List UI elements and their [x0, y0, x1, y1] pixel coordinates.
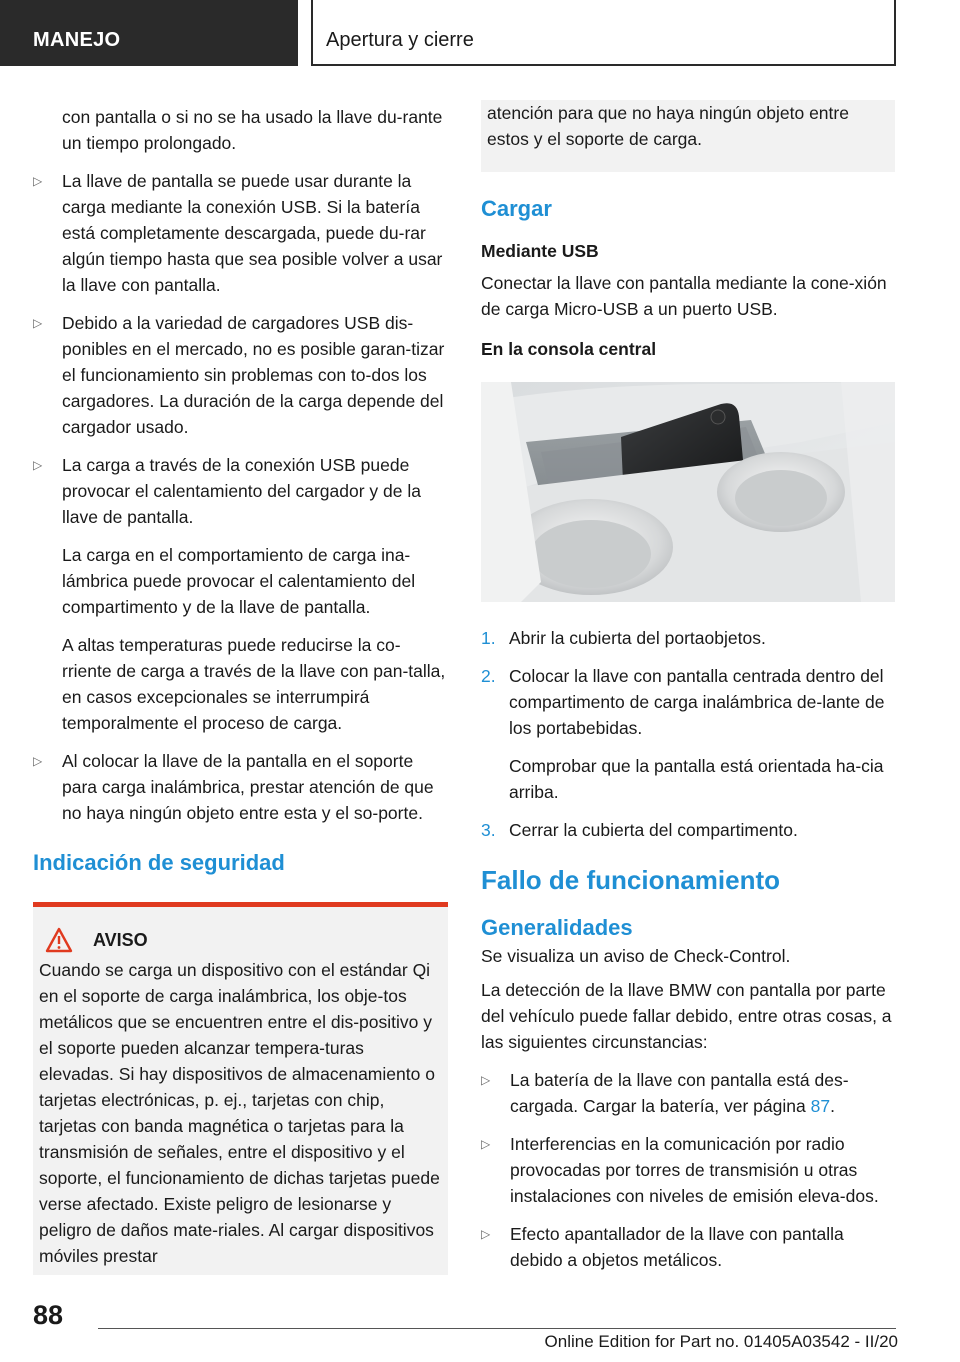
- warning-box: [33, 902, 448, 1275]
- list-item-text: Debido a la variedad de cargadores USB dis-ponibles en el mercado, no es posible garan-tizar el funcionamiento sin problemas con to-dos los cargadores. La duración de la carga depende del cargador usado.: [62, 313, 445, 437]
- list-item: [481, 1067, 895, 1119]
- intro-continuation: con pantalla o si no se ha usado la llave du-rante un tiempo prolongado.: [62, 107, 443, 153]
- fallo-heading: Fallo de funcionamiento: [481, 865, 781, 895]
- list-item: [481, 625, 895, 651]
- list-item-text: La carga a través de la conexión USB puede provocar el calentamiento del cargador y de la llave de pantalla.: [62, 455, 421, 527]
- step-text: Colocar la llave con pantalla centrada dentro del compartimento de carga inalámbrica de-lante de los portabebidas.: [509, 666, 885, 738]
- step-text: Comprobar que la pantalla está orientada ha-cia arriba.: [509, 756, 884, 802]
- footer-divider: [98, 1328, 896, 1329]
- bullet-triangle-icon: ▷: [481, 1073, 491, 1087]
- warning-box-continuation: [481, 100, 895, 172]
- causes-list: [481, 1067, 895, 1273]
- safety-heading: Indicación de seguridad: [33, 850, 285, 875]
- bullet-triangle-icon: ▷: [33, 458, 43, 472]
- generalidades-heading: Generalidades: [481, 915, 633, 940]
- left-column: [33, 104, 448, 1275]
- step-number: 2.: [481, 666, 496, 686]
- console-subheading: En la consola central: [481, 339, 657, 359]
- list-item: [33, 748, 448, 826]
- step-text: Cerrar la cubierta del compartimento.: [509, 820, 798, 840]
- page-87-link[interactable]: 87: [810, 1096, 831, 1116]
- right-column: [481, 104, 895, 1285]
- list-item-text: Al colocar la llave de la pantalla en el soporte para carga inalámbrica, prestar atención de que no haya ningún objeto entre esta y el so-porte.: [62, 751, 434, 823]
- usb-subheading: Mediante USB: [481, 241, 599, 261]
- list-item-text: Efecto apantallador de la llave con pantalla debido a objetos metálicos.: [510, 1224, 844, 1270]
- generalidades-text-2: La detección de la llave BMW con pantalla por parte del vehículo puede fallar debido, entre otras cosas, a las siguientes circunstancias:: [481, 980, 892, 1052]
- bullet-triangle-icon: ▷: [33, 174, 43, 188]
- list-item-text: La carga en el comportamiento de carga ina-lámbrica puede provocar el calentamiento del compartimento y de la llave de pantalla.: [62, 545, 416, 617]
- warning-triangle-icon: [45, 927, 73, 953]
- warning-title-row: [39, 927, 442, 953]
- header-topic-tab: [311, 0, 896, 66]
- cargar-heading: Cargar: [481, 196, 552, 221]
- header-section-label: MANEJO: [33, 29, 121, 51]
- list-item-text: A altas temperaturas puede reducirse la co-rriente de carga a través de la llave con pan-talla, en casos excepcionales se interrumpirá temporalmente el proceso de carga.: [62, 635, 446, 733]
- warning-title: AVISO: [93, 929, 148, 950]
- header-topic-label: Apertura y cierre: [326, 29, 474, 51]
- generalidades-text-1: Se visualiza un aviso de Check-Control.: [481, 946, 791, 966]
- list-item-text-part: La batería de la llave con pantalla está des-cargada. Cargar la batería, ver página: [510, 1070, 849, 1116]
- bullet-triangle-icon: ▷: [481, 1137, 491, 1151]
- step-text: Abrir la cubierta del portaobjetos.: [509, 628, 766, 648]
- list-item: [33, 452, 448, 736]
- warning-continuation-text: atención para que no haya ningún objeto entre estos y el soporte de carga.: [487, 103, 849, 149]
- list-item-text-end: .: [830, 1096, 835, 1116]
- footer-edition-text: Online Edition for Part no. 01405A03542 - II/20: [544, 1332, 898, 1351]
- warning-text: Cuando se carga un dispositivo con el estándar Qi en el soporte de carga inalámbrica, los obje-tos metálicos que se encuentren entre el dis-positivo y el soporte pueden alcanzar tempera-turas elevadas. Si hay dispositivos de almacenamiento o tarjetas electrónicas, p. ej., tarjetas con chip, tarjetas con banda magnética o tarjetas para la transmisión de señales, entre el dispositivo y el soporte, el funcionamiento de dichas tarjetas puede verse afectado. Existe peligro de lesionarse y peligro de daños mate-riales. Al cargar dispositivos móviles prestar: [39, 960, 440, 1266]
- usb-text: Conectar la llave con pantalla mediante la cone-xión de carga Micro-USB a un puerto USB.: [481, 273, 887, 319]
- list-item-text: La llave de pantalla se puede usar durante la carga mediante la conexión USB. Si la batería está completamente descargada, puede du-rar algún tiempo hasta que sea posible volver a usar la llave con pantalla.: [62, 171, 443, 295]
- usb-notes-list: [33, 168, 448, 826]
- bullet-triangle-icon: ▷: [33, 754, 43, 768]
- list-item: [481, 1131, 895, 1209]
- list-item: [33, 168, 448, 298]
- bullet-triangle-icon: ▷: [481, 1227, 491, 1241]
- steps-list: [481, 625, 895, 843]
- list-item: [33, 310, 448, 440]
- header-section-tab: [0, 0, 298, 66]
- step-number: 1.: [481, 628, 496, 648]
- list-item: [481, 817, 895, 843]
- page-number: 88: [33, 1300, 64, 1330]
- bullet-triangle-icon: ▷: [33, 316, 43, 330]
- list-item: [481, 1221, 895, 1273]
- list-item-text: [510, 1067, 895, 1119]
- list-item: [481, 663, 895, 805]
- list-item-text: Interferencias en la comunicación por radio provocadas por torres de transmisión u otras instalaciones con niveles de emisión eleva-dos.: [510, 1134, 879, 1206]
- console-photo: [481, 382, 895, 602]
- step-number: 3.: [481, 820, 496, 840]
